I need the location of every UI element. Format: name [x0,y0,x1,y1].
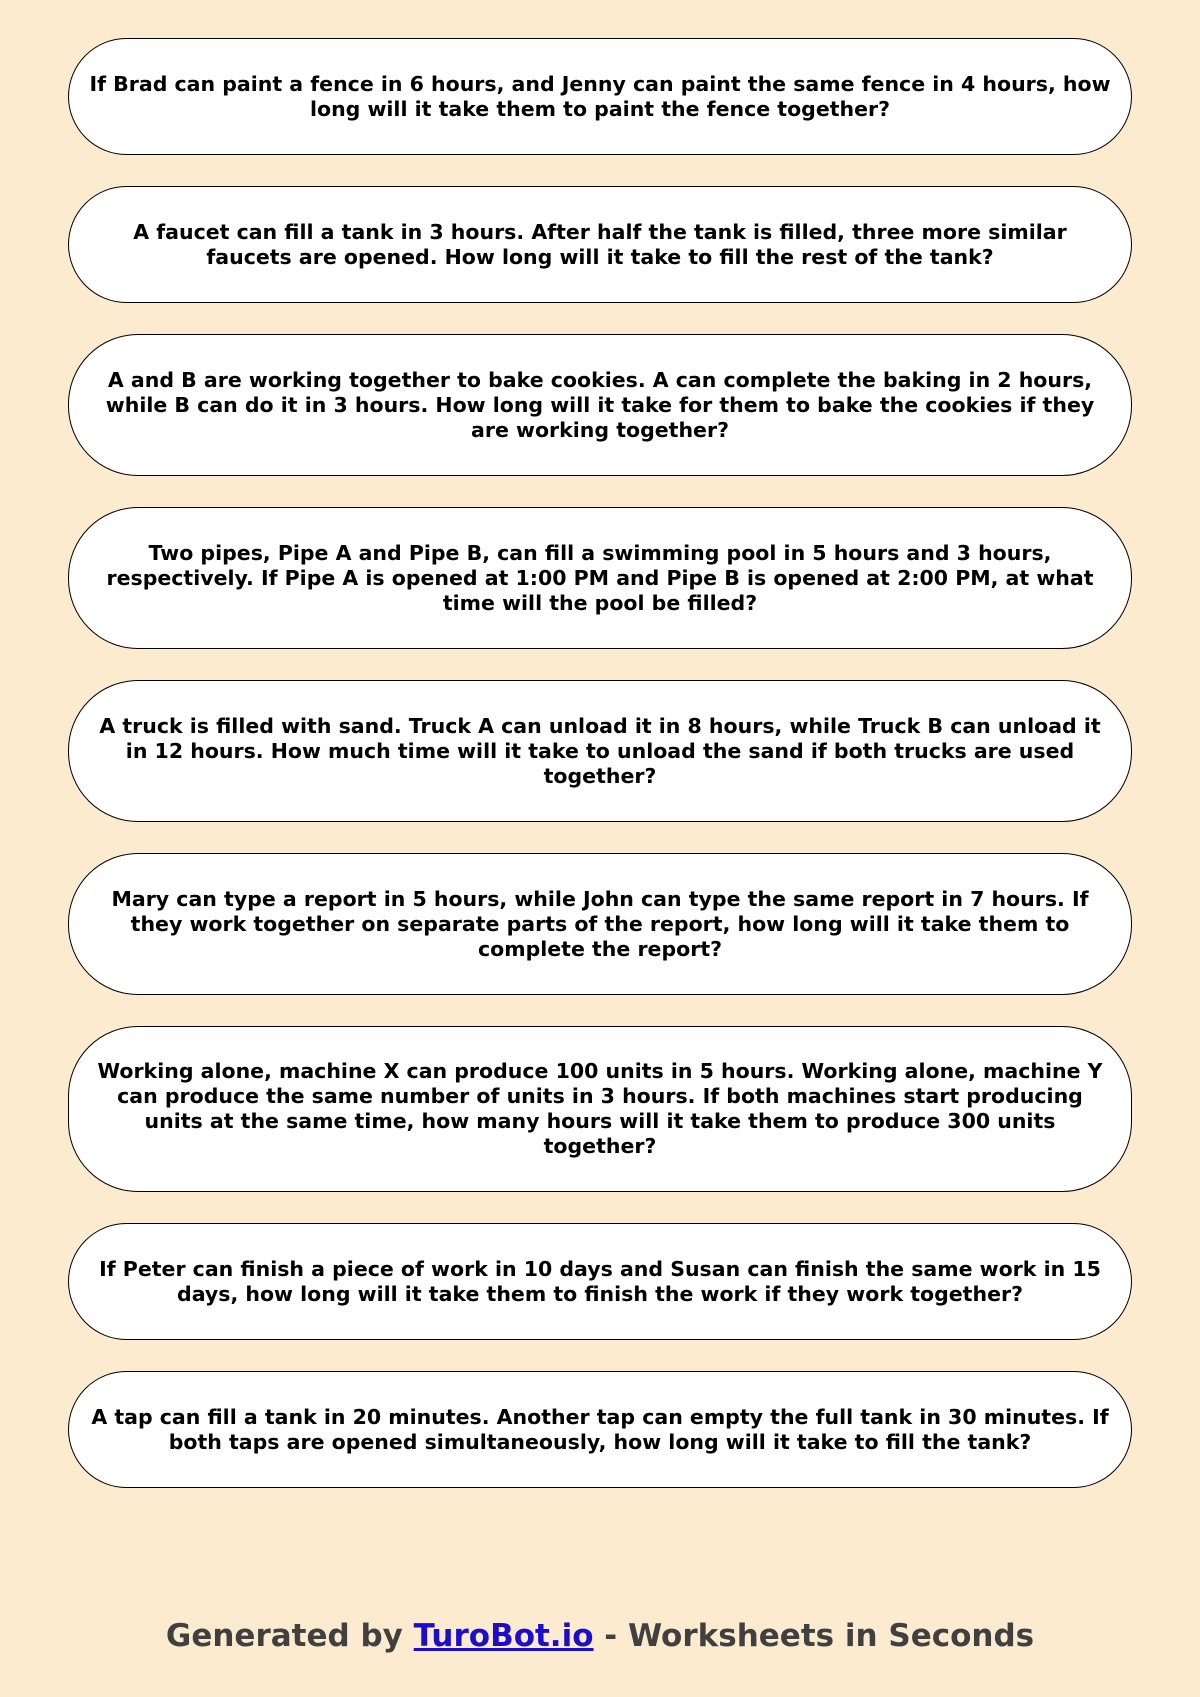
problem-card-3 [68,334,1132,476]
footer [0,1618,1200,1654]
problem-text: Mary can type a report in 5 hours, while John can type the same report in 7 hours. If they work together on separate parts of the report, how long will it take them to complete the report? [111,886,1089,961]
problem-text: A tap can fill a tank in 20 minutes. Another tap can empty the full tank in 30 minutes. If both taps are opened simultaneously, how long will it take to fill the tank? [91,1404,1109,1454]
problem-card-9 [68,1371,1132,1488]
problem-text: If Peter can finish a piece of work in 10 days and Susan can finish the same work in 15 days, how long will it take them to finish the work if they work together? [99,1256,1101,1306]
worksheet [68,38,1132,1519]
problem-text: A faucet can fill a tank in 3 hours. After half the tank is filled, three more similar faucets are opened. How long will it take to fill the rest of the tank? [133,219,1067,269]
problem-card-1 [68,38,1132,155]
problem-text: A truck is filled with sand. Truck A can unload it in 8 hours, while Truck B can unload it in 12 hours. How much time will it take to unload the sand if both trucks are used together? [99,713,1101,788]
problem-card-4 [68,507,1132,649]
problem-text: Working alone, machine X can produce 100 units in 5 hours. Working alone, machine Y can produce the same number of units in 3 hours. If both machines start producing units at the same time, how many hours will it take them to produce 300 units together? [97,1059,1103,1158]
problem-card-5 [68,680,1132,822]
problem-text: If Brad can paint a fence in 6 hours, and Jenny can paint the same fence in 4 hours, how long will it take them to paint the fence together? [89,71,1111,121]
footer-suffix: - Worksheets in Seconds [593,1618,1035,1654]
turobot-link[interactable]: TuroBot.io [413,1618,594,1654]
problem-card-2 [68,186,1132,303]
footer-prefix: Generated by [165,1618,414,1654]
problem-card-7 [68,1026,1132,1192]
problem-text: A and B are working together to bake cookies. A can complete the baking in 2 hours, while B can do it in 3 hours. How long will it take for them to bake the cookies if they are working together? [105,367,1095,442]
problem-card-8 [68,1223,1132,1340]
problem-card-6 [68,853,1132,995]
problem-text: Two pipes, Pipe A and Pipe B, can fill a swimming pool in 5 hours and 3 hours, respectively. If Pipe A is opened at 1:00 PM and Pipe B is opened at 2:00 PM, at what time will the pool be filled? [106,540,1094,615]
